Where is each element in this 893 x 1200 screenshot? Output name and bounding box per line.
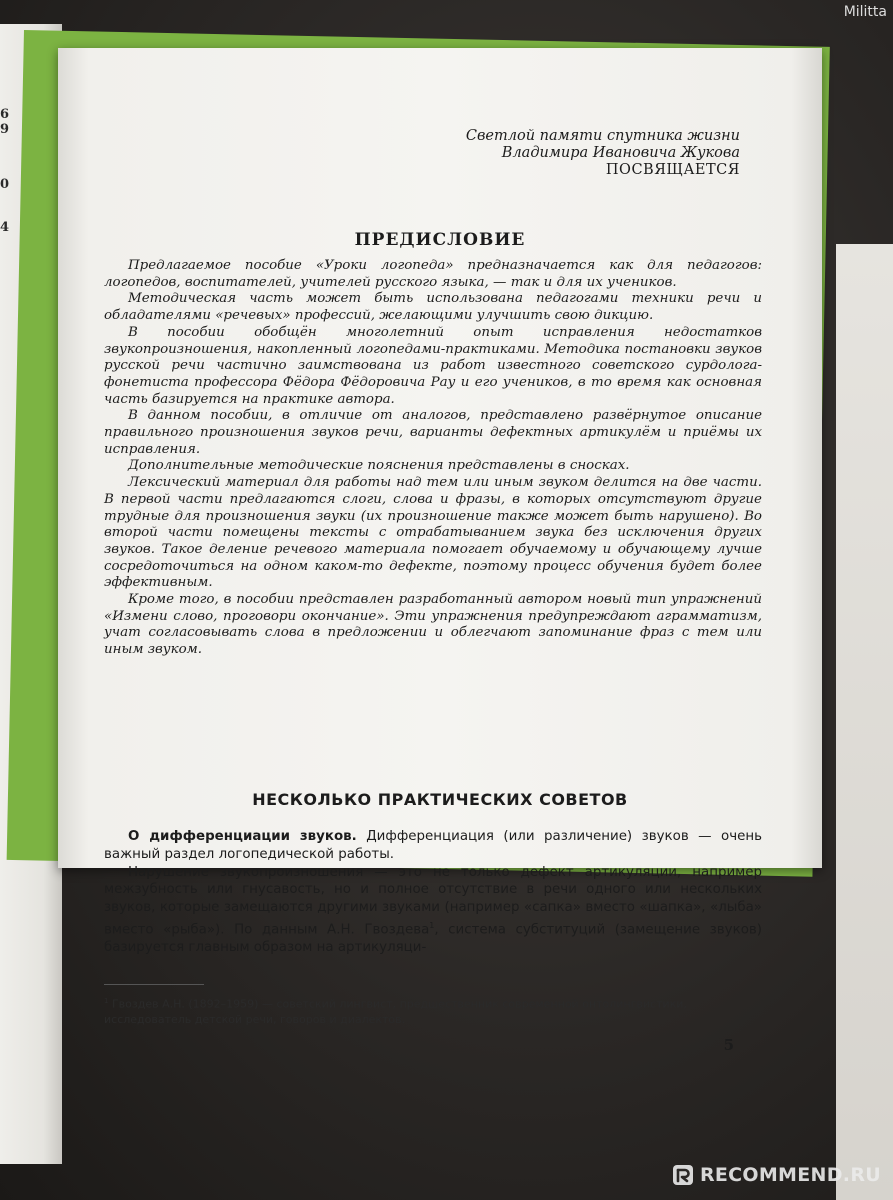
watermark-site: RECOMMEND.RU xyxy=(699,1164,881,1186)
advice-title: НЕСКОЛЬКО ПРАКТИЧЕСКИХ СОВЕТОВ xyxy=(252,790,628,809)
page-number: 5 xyxy=(723,1036,734,1054)
advice-paragraph xyxy=(104,828,762,864)
dedication-line: Светлой памяти спутника жизни xyxy=(465,128,740,144)
watermark-logo xyxy=(672,1164,881,1186)
preface-paragraph: В данном пособии, в отличие от аналогов, представлено развёрнутое описание правильного произношения звуков речи, варианты дефектных артикулём и приёмы их исправления. xyxy=(104,408,762,457)
dedication-line: Владимира Ивановича Жукова xyxy=(501,145,740,161)
advice-paragraph xyxy=(104,864,762,957)
dedication xyxy=(466,128,740,179)
left-fragment: 9 xyxy=(0,122,10,137)
preface-paragraph: Дополнительные методические пояснения представлены в сносках. xyxy=(128,458,630,474)
left-fragment: 4 xyxy=(0,220,10,235)
preface-title: ПРЕДИСЛОВИЕ xyxy=(354,230,526,250)
preface-paragraph: В пособии обобщён многолетний опыт исправления недостатков звукопроизношения, накопленный логопедами-практиками. Методика постановки звуков русской речи частично заимствована из работ известного советского сурдолога-фонетиста профессора Фёдора Фёдоровича Рау и его учеников, в то время как основная часть базируется на практике автора. xyxy=(104,324,762,407)
preface-body xyxy=(104,258,762,659)
left-page-text xyxy=(0,108,16,234)
advice-text: , система субституций (замещение звуков) базируется главным образом на артикуляци- xyxy=(104,922,762,956)
left-fragment: 0 xyxy=(0,177,10,192)
book-page xyxy=(58,48,822,1054)
footnote-reference: 1 xyxy=(429,920,435,930)
footnote-mark: 1 xyxy=(104,997,109,1005)
advice-text: Дифференциация (или различение) звуков — очень важный раздел логопедической работы. xyxy=(104,829,763,862)
footnote xyxy=(104,994,762,1027)
advice-text: Нарушение звукопроизношения — это не только дефект артикуляции, например межзубность или гнусавость, но и полное отсутствие в речи одного или нескольких звуков, которые замещаются другими звуками (например «сапка» вместо «шапка», «лыба» вместо «рыба»). По данным А.Н. Гвоздева xyxy=(104,864,762,938)
advice-body xyxy=(104,828,762,957)
dedication-line: ПОСВЯЩАЕТСЯ xyxy=(605,162,740,178)
preface-paragraph: Предлагаемое пособие «Уроки логопеда» предназначается как для педагогов: логопедов, воспитателей, учителей русского языка, — так и для их учеников. xyxy=(104,258,762,290)
footnote-divider xyxy=(104,984,204,985)
background-panel xyxy=(836,244,893,1200)
left-fragment: 6 xyxy=(0,107,10,122)
preface-paragraph: Кроме того, в пособии представлен разработанный автором новый тип упражнений «Измени слово, проговори окончание». Эти упражнения предупреждают аграмматизм, учат согласовывать слова в предложении и облегчают запоминание фраз с тем или иным звуком. xyxy=(104,592,762,658)
advice-lead: О дифференциации звуков. xyxy=(128,829,357,844)
recommend-logo-icon xyxy=(672,1164,694,1186)
preface-paragraph: Лексический материал для работы над тем или иным звуком делится на две части. В первой части предлагаются слоги, слова и фразы, в которых отсутствуют другие трудные для произношения звуки (их произношение также может быть нарушено). Во второй части помещены тексты с отрабатыванием звука без исключения других звуков. Такое деление речевого материала помогает обучаемому и обучающему лучше сосредоточиться на одном каком-то дефекте, поэтому процесс обучения будет более эффективным. xyxy=(104,475,762,591)
preface-paragraph: Методическая часть может быть использована педагогами техники речи и обладателями «речевых» профессий, желающими улучшить свою дикцию. xyxy=(104,291,762,324)
footnote-text: Гвоздев А.Н. (1892–1959) — советский лингвист, предшественник современной онтолингвистики, исследователь детской речи, говоров и диалектов. xyxy=(104,997,687,1026)
watermark-username: Militta xyxy=(843,4,887,20)
